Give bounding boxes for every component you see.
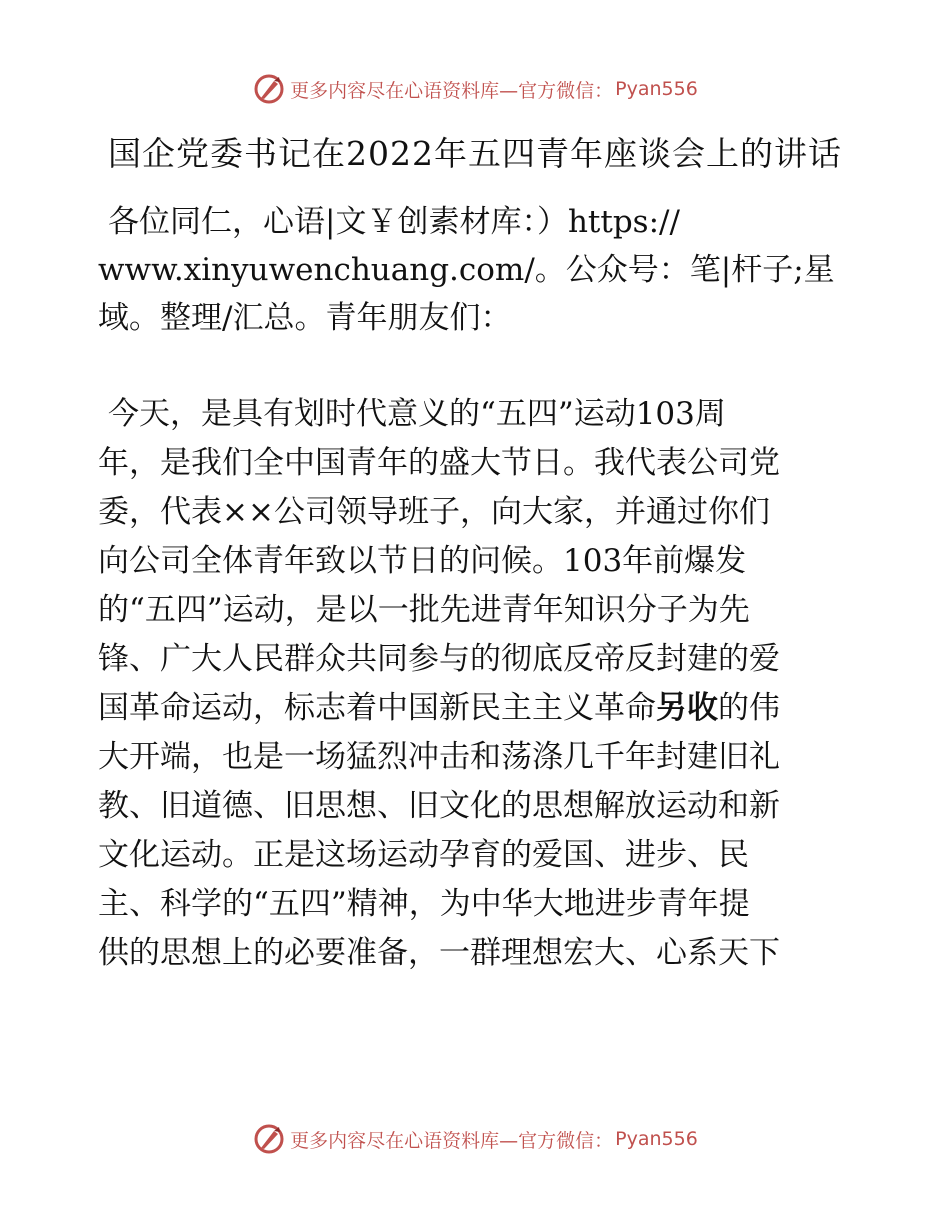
body-line-start: 国革命运动，标志着中国新民主主义革命 bbox=[98, 690, 656, 726]
body-line: 向公司全体青年致以节日的问候。103年前爆发 bbox=[98, 543, 747, 579]
banner-text: 更多内容尽在心语资料库—官方微信： bbox=[290, 79, 614, 102]
body-line: 委，代表××公司领导班子，向大家，并通过你们 bbox=[98, 494, 770, 530]
body-line: 锋、广大人民群众共同参与的彻底反帝反封建的爱 bbox=[98, 641, 780, 677]
document-title: 国企党委书记在2022年五四青年座谈会上的讲话 bbox=[108, 134, 842, 173]
header-watermark-banner bbox=[0, 72, 950, 106]
body-line: 年，是我们全中国青年的盛大节日。我代表公司党 bbox=[98, 445, 780, 481]
quill-pen-icon bbox=[252, 1122, 286, 1156]
body-line: 主、科学的“五四”精神，为中华大地进步青年提 bbox=[98, 886, 750, 922]
body-paragraph bbox=[98, 390, 848, 978]
body-line: 供的思想上的必要准备，一群理想宏大、心系天下 bbox=[98, 935, 780, 971]
banner-text: 更多内容尽在心语资料库—官方微信： bbox=[290, 1129, 614, 1152]
intro-line: 域。整理/汇总。青年朋友们： bbox=[98, 300, 512, 336]
banner-contact: Pyan556 bbox=[615, 78, 698, 100]
quill-pen-icon bbox=[252, 72, 286, 106]
body-line bbox=[98, 684, 848, 733]
inserted-text: 另收 bbox=[656, 690, 718, 726]
banner-contact: Pyan556 bbox=[615, 1128, 698, 1150]
body-line: 的“五四”运动，是以一批先进青年知识分子为先 bbox=[98, 592, 750, 628]
body-line: 大开端，也是一场猛烈冲击和荡涤几千年封建旧礼 bbox=[98, 739, 780, 775]
body-line: 今天，是具有划时代意义的“五四”运动103周 bbox=[108, 396, 726, 432]
body-line: 教、旧道德、旧思想、旧文化的思想解放运动和新 bbox=[98, 788, 780, 824]
intro-line: www.xinyuwenchuang.com/。公众号：笔|杆子;星 bbox=[98, 252, 835, 288]
intro-paragraph bbox=[98, 198, 848, 342]
intro-line: 各位同仁，心语|文￥创素材库：）https:// bbox=[108, 204, 680, 240]
body-line: 文化运动。正是这场运动孕育的爱国、进步、民 bbox=[98, 837, 749, 873]
body-line-end: 的伟 bbox=[718, 690, 780, 726]
footer-watermark-banner bbox=[0, 1122, 950, 1156]
